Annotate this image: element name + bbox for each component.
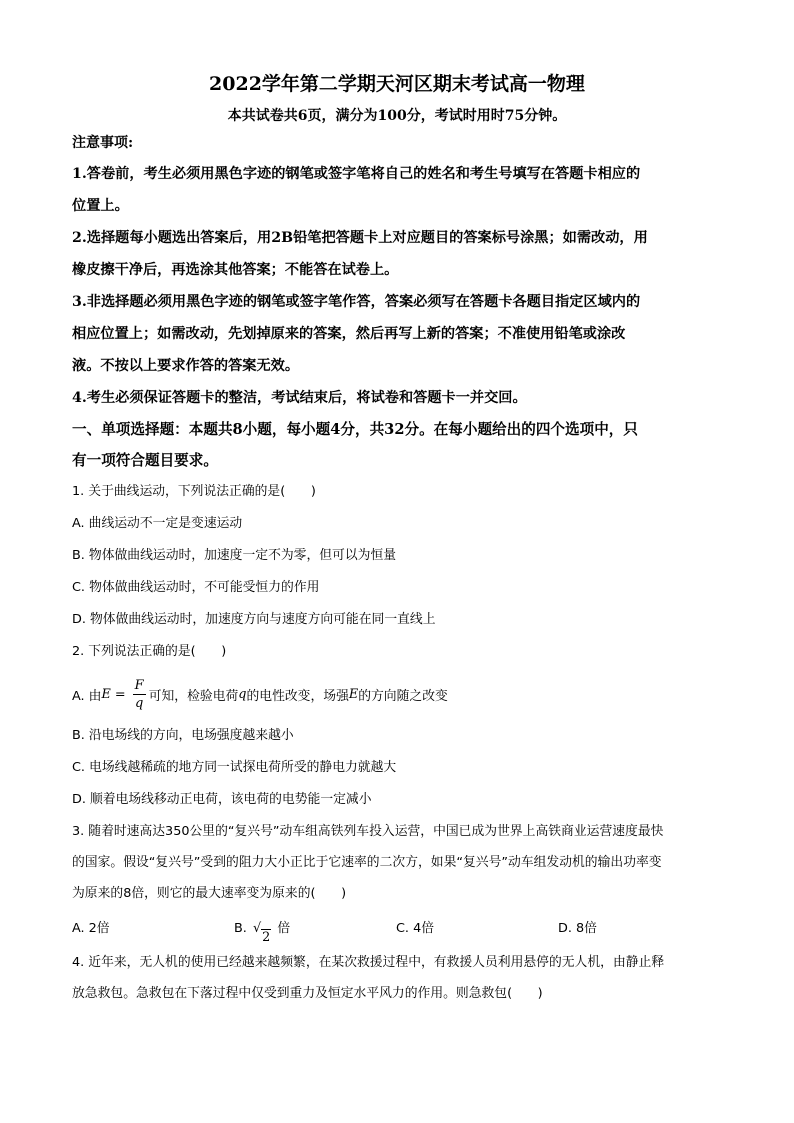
exam-subtitle: 本共试卷共6页，满分为100分，考试时用时75分钟。 [227, 108, 567, 124]
notice-item-2 [72, 222, 722, 286]
math-variable: q [238, 686, 247, 702]
option-a: A. 曲线运动不一定是变速运动 [72, 516, 243, 531]
notice-item-line: 橡皮擦干净后，再选涂其他答案；不能答在试卷上。 [72, 262, 399, 278]
fraction-numerator: F [134, 677, 144, 693]
notice-item-line: 1.答卷前，考生必须用黑色字迹的钢笔或签字笔将自己的姓名和考生号填写在答题卡相应的 [72, 166, 641, 182]
option-a [72, 668, 722, 720]
notice-item-line: 位置上。 [72, 198, 129, 214]
notice-item-line: 2.选择题每小题选出答案后，用2B铅笔把答题卡上对应题目的答案标号涂黑；如需改动，用 [72, 230, 648, 246]
question-stem-line: 3. 随着时速高达350公里的“复兴号”动车组高铁列车投入运营，中国已成为世界上高铁商业运营速度最快 [72, 824, 664, 839]
math-variable: E [348, 686, 359, 702]
sqrt-expression [253, 913, 271, 945]
question-stem: 2. 下列说法正确的是( ) [72, 644, 227, 659]
notice-block [72, 128, 722, 414]
option-d: D. 物体做曲线运动时，加速度方向与速度方向可能在同一直线上 [72, 612, 436, 627]
question-stem [72, 947, 722, 1009]
notice-item-line: 4.考生必须保证答题卡的整洁，考试结束后，将试卷和答题卡一并交回。 [72, 390, 527, 406]
question-stem: 1. 关于曲线运动，下列说法正确的是( ) [72, 484, 316, 499]
question-stem-line: 4. 近年来，无人机的使用已经越来越频繁，在某次救援过程中，有救援人员利用悬停的无人机，由静止释 [72, 955, 665, 970]
question-stem-line: 的国家。假设“复兴号”受到的阻力大小正比于它速率的二次方，如果“复兴号”动车组发动机的输出功率变 [72, 855, 662, 870]
section-heading-line: 一、单项选择题：本题共8小题，每小题4分，共32分。在每小题给出的四个选项中，只 [72, 421, 638, 438]
fraction [133, 677, 146, 712]
option-c: C. 物体做曲线运动时，不可能受恒力的作用 [72, 580, 320, 595]
exam-page [72, 72, 722, 1009]
question-3 [72, 816, 722, 945]
exam-title: 2022学年第二学期天河区期末考试高一物理 [209, 73, 585, 95]
fraction-denominator: q [135, 695, 144, 711]
question-stem-line: 放急救包。急救包在下落过程中仅受到重力及恒定水平风力的作用。则急救包( ) [72, 986, 543, 1001]
option-b: B. 物体做曲线运动时，加速度一定不为零，但可以为恒量 [72, 548, 397, 563]
math-variable: E [101, 686, 111, 702]
option-text: 倍 [277, 921, 291, 936]
question-stem-line: 为原来的8倍，则它的最大速率变为原来的( ) [72, 886, 347, 901]
options-row [72, 913, 722, 945]
option-a: A. 2倍 [72, 921, 110, 936]
option-text: A. 由 [72, 688, 102, 704]
notice-item-4 [72, 382, 722, 414]
question-stem [72, 816, 722, 909]
notice-item-line: 液。不按以上要求作答的答案无效。 [72, 358, 300, 374]
notice-heading: 注意事项: [72, 135, 134, 151]
option-text: 的方向随之改变 [358, 688, 448, 704]
question-2 [72, 636, 722, 816]
section-heading-line: 有一项符合题目要求。 [72, 452, 218, 469]
sqrt-radicand: 2 [262, 930, 271, 945]
option-text: 的电性改变，场强 [246, 688, 349, 704]
option-label: B. [234, 921, 247, 936]
option-text: 可知，检验电荷 [148, 688, 239, 704]
question-1 [72, 476, 722, 636]
notice-item-3 [72, 286, 722, 382]
question-4 [72, 947, 722, 1009]
math-operator: = [110, 686, 130, 702]
option-c: C. 4倍 [396, 921, 435, 936]
notice-item-line: 3.非选择题必须用黑色字迹的钢笔或签字笔作答，答案必须写在答题卡各题目指定区域内的 [72, 294, 641, 310]
option-b: B. 沿电场线的方向，电场强度越来越小 [72, 728, 294, 743]
notice-item-line: 相应位置上；如需改动，先划掉原来的答案，然后再写上新的答案；不准使用铅笔或涂改 [72, 326, 626, 342]
option-d: D. 顺着电场线移动正电荷，该电荷的电势能一定减小 [72, 792, 372, 807]
option-b [234, 913, 396, 945]
option-d: D. 8倍 [558, 921, 597, 936]
section-heading [72, 414, 722, 476]
sqrt-icon: √ [252, 921, 262, 936]
notice-item-1 [72, 158, 722, 222]
option-c: C. 电场线越稀疏的地方同一试探电荷所受的静电力就越大 [72, 760, 397, 775]
